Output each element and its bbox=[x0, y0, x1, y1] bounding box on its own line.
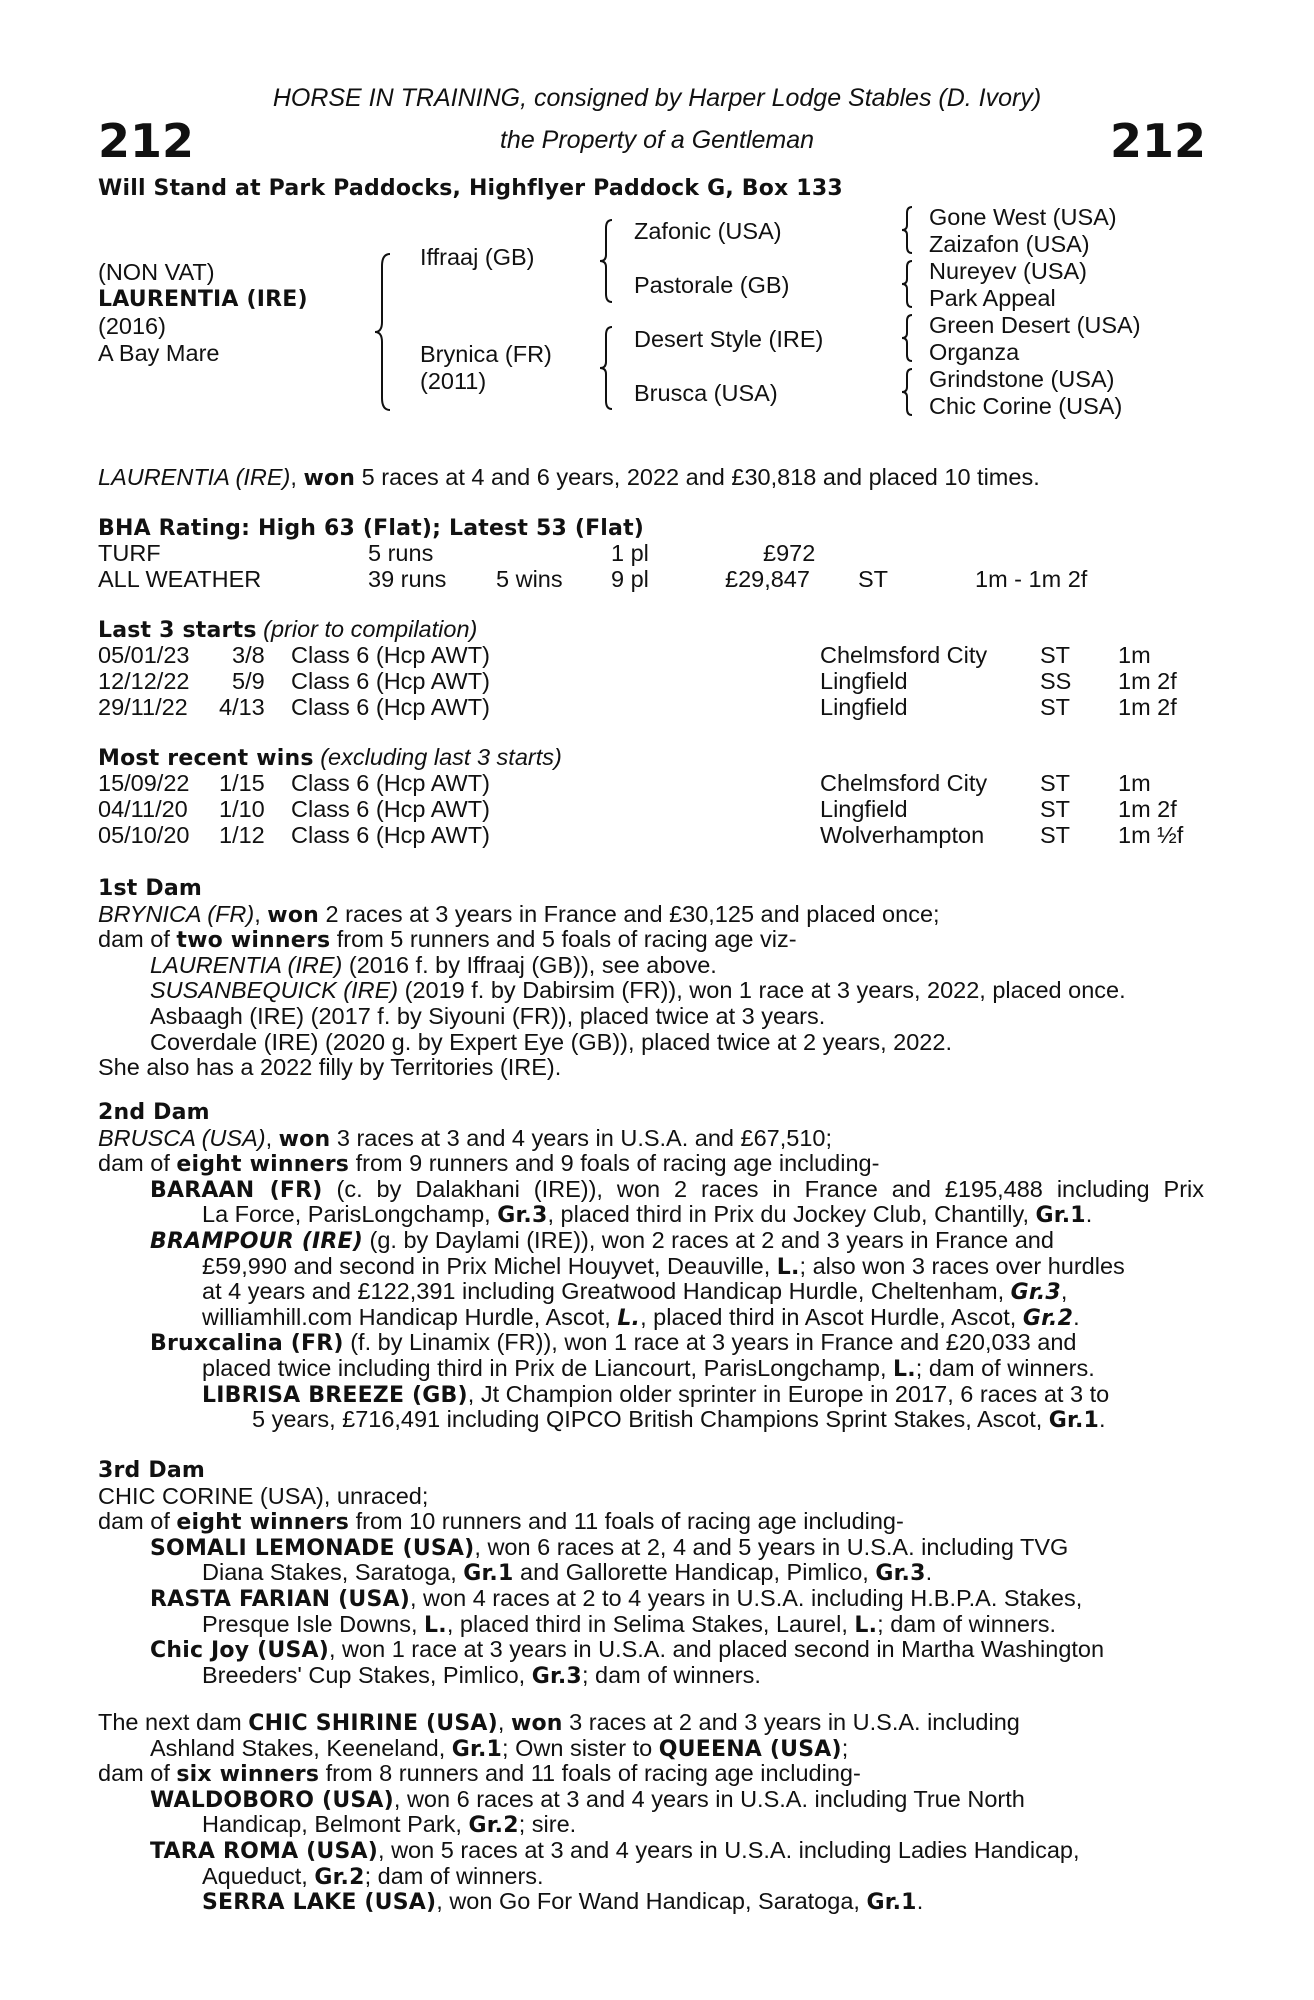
second-dam-section bbox=[98, 1100, 1204, 1433]
start-race: Class 6 (Hcp AWT) bbox=[291, 694, 490, 720]
third-dam-heading: 3rd Dam bbox=[98, 1458, 205, 1483]
pedigree-dam-year: (2011) bbox=[420, 368, 487, 394]
win-date: 05/10/20 bbox=[98, 822, 190, 848]
rating-placed: 1 pl bbox=[611, 540, 649, 566]
horse-description: A Bay Mare bbox=[98, 340, 220, 366]
pedigree-sds: Nureyev (USA) bbox=[929, 258, 1088, 284]
next-dam-produce: dam of six winners from 8 runners and 11 foals of racing age including- bbox=[98, 1760, 861, 1788]
win-distance: 1m ½f bbox=[1118, 822, 1184, 848]
taraRoma-line2: Aqueduct, Gr.2; dam of winners. bbox=[202, 1862, 544, 1890]
third-dam-record: CHIC CORINE (USA), unraced; bbox=[98, 1482, 429, 1509]
rating-wins: 5 wins bbox=[496, 566, 563, 592]
last3-heading: Last 3 starts (prior to compilation) bbox=[98, 616, 478, 643]
pedigree-dam-dam: Brusca (USA) bbox=[634, 380, 778, 406]
rating-going: ST bbox=[858, 566, 889, 592]
pedigree-sire-dam: Pastorale (GB) bbox=[634, 272, 790, 298]
start-date: 12/12/22 bbox=[98, 668, 190, 694]
property-line: the Property of a Gentleman bbox=[499, 126, 815, 154]
start-position: 3/8 bbox=[232, 642, 265, 668]
recent-wins-table bbox=[98, 771, 1218, 851]
pedigree-brace-dam bbox=[598, 325, 614, 411]
next-dam-line1: The next dam CHIC SHIRINE (USA), won 3 races at 2 and 3 years in U.S.A. including bbox=[98, 1709, 1020, 1736]
pedigree-brace-main bbox=[372, 252, 392, 412]
progeny-susanbequick: SUSANBEQUICK (IRE) (2019 f. by Dabirsim (FR)), won 1 race at 3 years, 2022, placed once. bbox=[150, 977, 1126, 1004]
start-distance: 1m bbox=[1118, 642, 1151, 668]
somali-line1: SOMALI LEMONADE (USA), won 6 races at 2, 4 and 5 years in U.S.A. including TVG bbox=[150, 1533, 1069, 1561]
second-dam-produce: dam of eight winners from 9 runners and 9 foals of racing age including- bbox=[98, 1150, 880, 1178]
pedigree-ddd: Chic Corine (USA) bbox=[929, 393, 1123, 419]
start-going: SS bbox=[1040, 668, 1072, 694]
baraan-line1: BARAAN (FR) (c. by Dalakhani (IRE)), won 2 races in France and £195,488 including Prix bbox=[150, 1175, 1204, 1203]
pedigree-dam: Brynica (FR) bbox=[420, 341, 552, 367]
pedigree-sdd: Park Appeal bbox=[929, 285, 1056, 311]
win-race: Class 6 (Hcp AWT) bbox=[291, 822, 490, 848]
brampour-line1: BRAMPOUR (IRE) (g. by Daylami (IRE)), won 2 races at 2 and 3 years in France and bbox=[150, 1226, 1054, 1254]
start-position: 5/9 bbox=[232, 668, 265, 694]
win-distance: 1m 2f bbox=[1118, 796, 1177, 822]
start-course: Lingfield bbox=[820, 694, 908, 720]
first-dam-section bbox=[98, 876, 1126, 1081]
bruxcalina-line1: Bruxcalina (FR) (f. by Linamix (FR)), won 1 race at 3 years in France and £20,033 and bbox=[150, 1329, 1077, 1357]
pedigree-brace-g1 bbox=[900, 205, 914, 255]
pedigree-brace-g4 bbox=[900, 367, 914, 417]
pedigree-brace-g3 bbox=[900, 313, 914, 363]
win-going: ST bbox=[1040, 796, 1071, 822]
chicjoy-line1: Chic Joy (USA), won 1 race at 3 years in U.S.A. and placed second in Martha Washington bbox=[150, 1636, 1105, 1664]
rating-surface: ALL WEATHER bbox=[98, 566, 262, 592]
start-position: 4/13 bbox=[219, 694, 265, 720]
taraRoma-line1: TARA ROMA (USA), won 5 races at 3 and 4 years in U.S.A. including Ladies Handicap, bbox=[150, 1836, 1080, 1864]
start-date: 29/11/22 bbox=[98, 694, 188, 720]
third-dam-produce: dam of eight winners from 10 runners and 11 foals of racing age including- bbox=[98, 1508, 904, 1536]
rating-table bbox=[98, 541, 1218, 593]
win-going: ST bbox=[1040, 822, 1071, 848]
start-date: 05/01/23 bbox=[98, 642, 190, 668]
rating-placed: 9 pl bbox=[611, 566, 649, 592]
rating-surface: TURF bbox=[98, 540, 161, 566]
recent-wins-heading: Most recent wins (excluding last 3 starts) bbox=[98, 744, 562, 771]
librisa-line1: LIBRISA BREEZE (GB), Jt Champion older sprinter in Europe in 2017, 6 races at 3 to bbox=[202, 1380, 1110, 1408]
progeny-coverdale: Coverdale (IRE) (2020 g. by Expert Eye (GB)), placed twice at 2 years, 2022. bbox=[150, 1028, 952, 1055]
rasta-line1: RASTA FARIAN (USA), won 4 races at 2 to 4 years in U.S.A. including H.B.P.A. Stakes, bbox=[150, 1584, 1083, 1612]
second-dam-record: BRUSCA (USA), won 3 races at 3 and 4 years in U.S.A. and £67,510; bbox=[98, 1124, 832, 1152]
next-dam-line2: Ashland Stakes, Keeneland, Gr.1; Own sister to QUEENA (USA); bbox=[150, 1734, 849, 1762]
win-race: Class 6 (Hcp AWT) bbox=[291, 770, 490, 796]
rating-runs: 5 runs bbox=[368, 540, 434, 566]
vat-status: (NON VAT) bbox=[98, 259, 215, 285]
waldoboro-line2: Handicap, Belmont Park, Gr.2; sire. bbox=[202, 1811, 577, 1839]
pedigree-sss: Gone West (USA) bbox=[929, 204, 1117, 230]
pedigree-brace-sire bbox=[598, 218, 614, 304]
win-race: Class 6 (Hcp AWT) bbox=[291, 796, 490, 822]
horse-year: (2016) bbox=[98, 313, 166, 339]
second-dam-heading: 2nd Dam bbox=[98, 1100, 210, 1125]
pedigree-dsd: Organza bbox=[929, 339, 1020, 365]
pedigree-sire-sire: Zafonic (USA) bbox=[634, 218, 782, 244]
lot-number-left: 212 bbox=[98, 114, 195, 168]
progeny-laurentia: LAURENTIA (IRE) (2016 f. by Iffraaj (GB)), see above. bbox=[150, 951, 717, 978]
next-dam-section bbox=[98, 1710, 1080, 1915]
chicjoy-line2: Breeders' Cup Stakes, Pimlico, Gr.3; dam of winners. bbox=[202, 1661, 761, 1689]
start-distance: 1m 2f bbox=[1118, 694, 1177, 720]
pedigree-dss: Green Desert (USA) bbox=[929, 312, 1141, 338]
rating-prize: £972 bbox=[763, 540, 816, 566]
start-going: ST bbox=[1040, 642, 1071, 668]
last3-table bbox=[98, 643, 1218, 723]
start-distance: 1m 2f bbox=[1118, 668, 1177, 694]
win-position: 1/10 bbox=[219, 796, 265, 822]
pedigree-dam-sire: Desert Style (IRE) bbox=[634, 326, 824, 352]
serra-lake-line: SERRA LAKE (USA), won Go For Wand Handicap, Saratoga, Gr.1. bbox=[202, 1888, 924, 1916]
lot-number-right: 212 bbox=[1109, 114, 1206, 168]
pedigree-sire: Iffraaj (GB) bbox=[420, 244, 535, 270]
consignor-line: HORSE IN TRAINING, consigned by Harper Lodge Stables (D. Ivory) bbox=[272, 84, 1042, 112]
rasta-line2: Presque Isle Downs, L., placed third in Selima Stakes, Laurel, L.; dam of winners. bbox=[202, 1610, 1057, 1638]
start-race: Class 6 (Hcp AWT) bbox=[291, 642, 490, 668]
stand-location: Will Stand at Park Paddocks, Highflyer Paddock G, Box 133 bbox=[98, 176, 843, 201]
progeny-asbaagh: Asbaagh (IRE) (2017 f. by Siyouni (FR)), placed twice at 3 years. bbox=[150, 1002, 826, 1029]
start-course: Chelmsford City bbox=[820, 642, 988, 668]
bruxcalina-line2: placed twice including third in Prix de Liancourt, ParisLongchamp, L.; dam of winners. bbox=[202, 1354, 1095, 1382]
horse-name: LAURENTIA (IRE) bbox=[98, 287, 308, 312]
start-going: ST bbox=[1040, 694, 1071, 720]
race-summary: LAURENTIA (IRE), won 5 races at 4 and 6 years, 2022 and £30,818 and placed 10 times. bbox=[98, 464, 1040, 491]
rating-runs: 39 runs bbox=[368, 566, 447, 592]
win-going: ST bbox=[1040, 770, 1071, 796]
start-race: Class 6 (Hcp AWT) bbox=[291, 668, 490, 694]
pedigree-ssd: Zaizafon (USA) bbox=[929, 231, 1090, 257]
brampour-line2: £59,990 and second in Prix Michel Houyvet, Deauville, L.; also won 3 races over hurdles bbox=[202, 1252, 1125, 1280]
first-dam-produce: dam of two winners from 5 runners and 5 foals of racing age viz- bbox=[98, 926, 797, 954]
brampour-line3: at 4 years and £122,391 including Greatwood Handicap Hurdle, Cheltenham, Gr.3, bbox=[202, 1278, 1068, 1306]
somali-line2: Diana Stakes, Saratoga, Gr.1 and Gallorette Handicap, Pimlico, Gr.3. bbox=[202, 1559, 933, 1587]
pedigree-dds: Grindstone (USA) bbox=[929, 366, 1115, 392]
win-course: Lingfield bbox=[820, 796, 908, 822]
win-course: Chelmsford City bbox=[820, 770, 988, 796]
first-dam-heading: 1st Dam bbox=[98, 876, 203, 901]
first-dam-note: She also has a 2022 filly by Territories (IRE). bbox=[98, 1054, 562, 1081]
brampour-line4: williamhill.com Handicap Hurdle, Ascot, L., placed third in Ascot Hurdle, Ascot, Gr.2. bbox=[202, 1303, 1080, 1331]
win-date: 04/11/20 bbox=[98, 796, 188, 822]
bha-rating: BHA Rating: High 63 (Flat); Latest 53 (Flat) bbox=[98, 516, 645, 541]
first-dam-record: BRYNICA (FR), won 2 races at 3 years in France and £30,125 and placed once; bbox=[98, 900, 940, 928]
win-distance: 1m bbox=[1118, 770, 1151, 796]
rating-prize: £29,847 bbox=[725, 566, 810, 592]
pedigree-brace-g2 bbox=[900, 259, 914, 309]
win-position: 1/15 bbox=[219, 770, 265, 796]
win-course: Wolverhampton bbox=[820, 822, 985, 848]
win-position: 1/12 bbox=[219, 822, 265, 848]
baraan-line2: La Force, ParisLongchamp, Gr.3, placed third in Prix du Jockey Club, Chantilly, Gr.1. bbox=[202, 1201, 1093, 1229]
rating-distance: 1m - 1m 2f bbox=[975, 566, 1088, 592]
start-course: Lingfield bbox=[820, 668, 908, 694]
third-dam-section bbox=[98, 1458, 1104, 1688]
librisa-line2: 5 years, £716,491 including QIPCO British Champions Sprint Stakes, Ascot, Gr.1. bbox=[252, 1406, 1106, 1434]
waldoboro-line1: WALDOBORO (USA), won 6 races at 3 and 4 years in U.S.A. including True North bbox=[150, 1785, 1025, 1813]
win-date: 15/09/22 bbox=[98, 770, 190, 796]
